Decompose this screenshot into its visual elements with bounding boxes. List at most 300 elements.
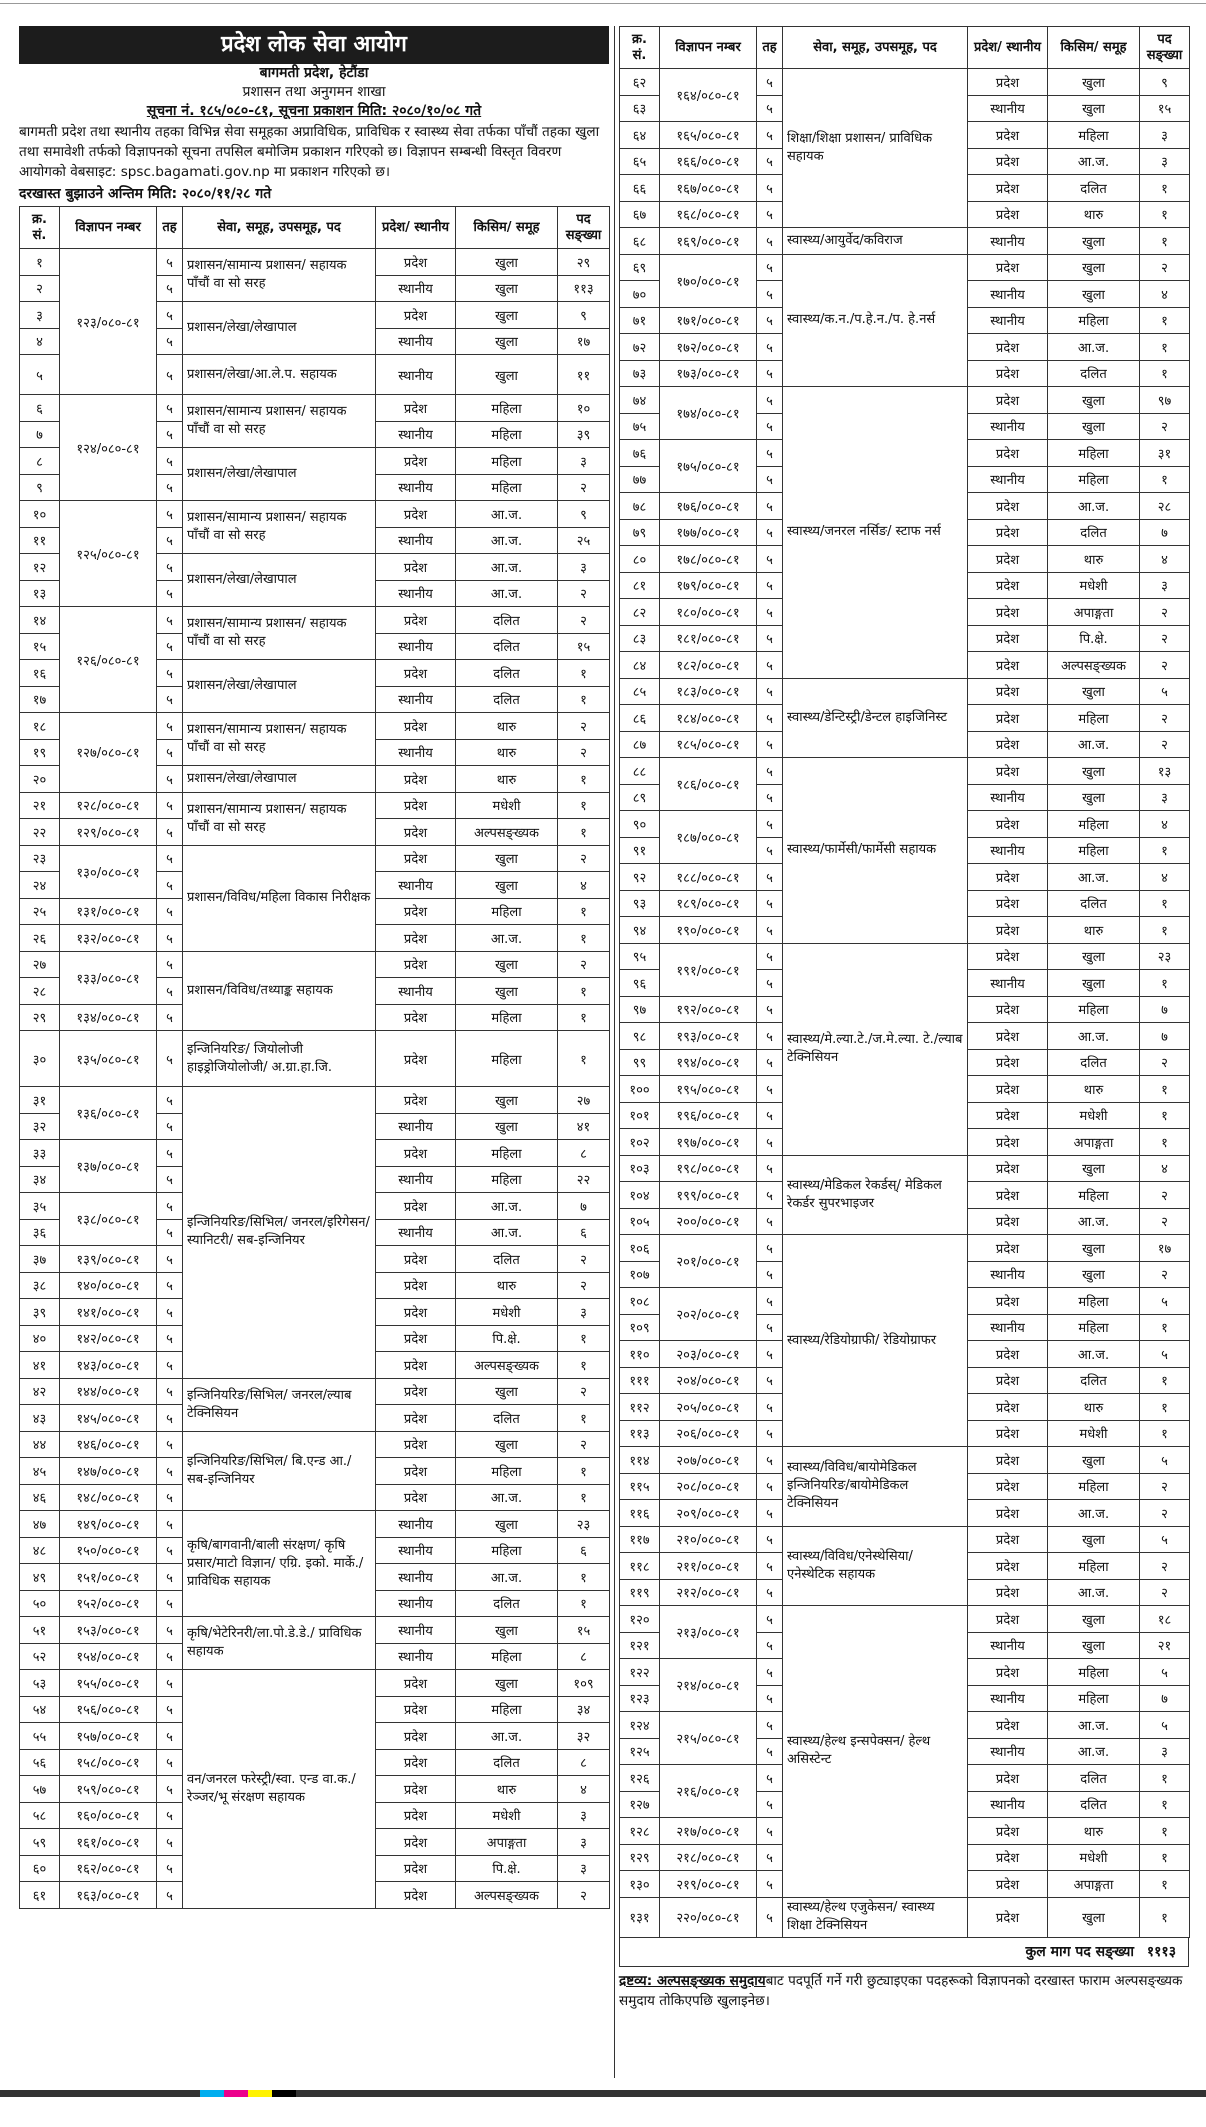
ad-number-cell: १३७/०८०-८१ xyxy=(60,1140,157,1193)
type-cell: दलित xyxy=(1048,1791,1140,1818)
ad-number-cell: १९४/०८०-८१ xyxy=(660,1049,757,1076)
posts-cell: १० xyxy=(558,395,610,422)
scope-cell: स्थानीय xyxy=(376,1590,456,1617)
serial-cell: १५ xyxy=(20,633,60,660)
service-cell: स्वास्थ्य/फार्मेसी/फार्मेसी सहायक xyxy=(783,758,968,944)
scope-cell: प्रदेश xyxy=(968,705,1048,732)
scope-cell: स्थानीय xyxy=(376,1511,456,1538)
posts-cell: १ xyxy=(558,819,610,846)
ad-number-cell: १६४/०८०-८१ xyxy=(660,69,757,122)
type-cell: खुला xyxy=(1048,254,1140,281)
type-cell: खुला xyxy=(456,1617,558,1644)
level-cell: ५ xyxy=(757,731,783,758)
scope-cell: प्रदेश xyxy=(968,1606,1048,1633)
col-header-posts: पद सङ्ख्या xyxy=(1140,27,1190,69)
level-cell: ५ xyxy=(757,360,783,387)
ad-number-cell: १६६/०८०-८१ xyxy=(660,148,757,175)
serial-cell: ५५ xyxy=(20,1723,60,1750)
footnote-prefix: द्रष्टव्य: अल्पसङ्ख्यक समुदाय xyxy=(619,1972,766,1989)
level-cell: ५ xyxy=(757,758,783,785)
type-cell: खुला xyxy=(456,1113,558,1140)
scope-cell: प्रदेश xyxy=(376,1031,456,1087)
print-swatch-black xyxy=(272,2090,296,2097)
serial-cell: ११२ xyxy=(620,1394,660,1421)
posts-cell: १ xyxy=(558,978,610,1005)
scope-cell: प्रदेश xyxy=(376,1855,456,1882)
type-cell: मधेशी xyxy=(1048,572,1140,599)
scope-cell: प्रदेश xyxy=(968,519,1048,546)
serial-cell: ९९ xyxy=(620,1049,660,1076)
type-cell: दलित xyxy=(456,1749,558,1776)
ad-number-cell: १४९/०८०-८१ xyxy=(60,1511,157,1538)
posts-cell: ४ xyxy=(558,872,610,899)
level-cell: ५ xyxy=(157,1537,183,1564)
type-cell: मधेशी xyxy=(456,792,558,819)
scope-cell: प्रदेश xyxy=(968,996,1048,1023)
ad-number-cell: २०९/०८०-८१ xyxy=(660,1500,757,1527)
type-cell: खुला xyxy=(1048,1526,1140,1553)
level-cell: ५ xyxy=(157,607,183,634)
scope-cell: प्रदेश xyxy=(376,819,456,846)
scope-cell: प्रदेश xyxy=(376,607,456,634)
scope-cell: प्रदेश xyxy=(376,1431,456,1458)
branch-name: प्रशासन तथा अनुगमन शाखा xyxy=(242,84,386,100)
level-cell: ५ xyxy=(157,1749,183,1776)
ad-number-cell: १६५/०८०-८१ xyxy=(660,122,757,149)
serial-cell: ४८ xyxy=(20,1537,60,1564)
serial-cell: १२० xyxy=(620,1606,660,1633)
scope-cell: प्रदेश xyxy=(968,254,1048,281)
scope-cell: प्रदेश xyxy=(968,1500,1048,1527)
scope-cell: प्रदेश xyxy=(968,1659,1048,1686)
posts-cell: १ xyxy=(1140,334,1190,361)
type-cell: खुला xyxy=(456,328,558,355)
posts-cell: २८ xyxy=(1140,493,1190,520)
posts-cell: २ xyxy=(1140,705,1190,732)
scope-cell: प्रदेश xyxy=(376,792,456,819)
ad-number-cell: १८८/०८०-८१ xyxy=(660,864,757,891)
type-cell: खुला xyxy=(1048,678,1140,705)
level-cell: ५ xyxy=(757,1738,783,1765)
type-cell: पि.क्षे. xyxy=(456,1855,558,1882)
col-header-adno: विज्ञापन नम्बर xyxy=(60,207,157,249)
posts-cell: २ xyxy=(1140,1553,1190,1580)
serial-cell: ५३ xyxy=(20,1670,60,1697)
ad-number-cell: १२६/०८०-८१ xyxy=(60,607,157,713)
scope-cell: स्थानीय xyxy=(376,686,456,713)
posts-cell: १ xyxy=(558,660,610,687)
level-cell: ५ xyxy=(757,440,783,467)
scope-cell: प्रदेश xyxy=(968,1049,1048,1076)
type-cell: अल्पसङ्ख्यक xyxy=(456,1882,558,1909)
serial-cell: ३२ xyxy=(20,1113,60,1140)
table-row xyxy=(20,713,610,740)
level-cell: ५ xyxy=(757,996,783,1023)
ad-number-cell: १३१/०८०-८१ xyxy=(60,898,157,925)
scope-cell: प्रदेश xyxy=(968,1712,1048,1739)
posts-cell: ४ xyxy=(1140,281,1190,308)
type-cell: दलित xyxy=(456,660,558,687)
service-cell: प्रशासन/लेखा/लेखापाल xyxy=(183,302,376,355)
scope-cell: प्रदेश xyxy=(968,1235,1048,1262)
service-cell: प्रशासन/सामान्य प्रशासन/ सहायक पाँचौं वा सो सरह xyxy=(183,249,376,302)
posts-cell: १ xyxy=(1140,1102,1190,1129)
level-cell: ५ xyxy=(757,1288,783,1315)
scope-cell: स्थानीय xyxy=(968,307,1048,334)
scope-cell: प्रदेश xyxy=(968,1765,1048,1792)
posts-cell: ७ xyxy=(1140,1685,1190,1712)
service-cell: कृषि/बागवानी/बाली संरक्षण/ कृषि प्रसार/माटो विज्ञान/ एग्रि. इको. मार्के./प्राविधिक सहायक xyxy=(183,1511,376,1617)
type-cell: खुला xyxy=(1048,413,1140,440)
type-cell: आ.ज. xyxy=(456,554,558,581)
posts-cell: ६ xyxy=(558,1219,610,1246)
scope-cell: प्रदेश xyxy=(968,1818,1048,1845)
level-cell: ५ xyxy=(757,1235,783,1262)
scope-cell: प्रदेश xyxy=(968,731,1048,758)
scope-cell: स्थानीय xyxy=(376,1166,456,1193)
serial-cell: ८९ xyxy=(620,784,660,811)
serial-cell: ६३ xyxy=(620,95,660,122)
serial-cell: १२ xyxy=(20,554,60,581)
serial-cell: ५२ xyxy=(20,1643,60,1670)
serial-cell: १४ xyxy=(20,607,60,634)
type-cell: खुला xyxy=(1048,1235,1140,1262)
service-cell: कृषि/भेटेरिनरी/ला.पो.डे.डे./ प्राविधिक सहायक xyxy=(183,1617,376,1670)
level-cell: ५ xyxy=(757,1447,783,1474)
type-cell: थारु xyxy=(1048,546,1140,573)
posts-cell: १ xyxy=(558,1484,610,1511)
posts-cell: २ xyxy=(1140,1049,1190,1076)
serial-cell: ६९ xyxy=(620,254,660,281)
service-cell: इन्जिनियरिङ/सिभिल/ बि.एन्ड आ./सब-इन्जिनियर xyxy=(183,1431,376,1511)
scope-cell: प्रदेश xyxy=(968,1897,1048,1937)
level-cell: ५ xyxy=(157,1246,183,1273)
service-cell: स्वास्थ्य/जनरल नर्सिङ/ स्टाफ नर्स xyxy=(783,387,968,679)
level-cell: ५ xyxy=(157,1643,183,1670)
level-cell: ५ xyxy=(157,249,183,276)
level-cell: ५ xyxy=(157,1590,183,1617)
posts-cell: ६ xyxy=(558,1537,610,1564)
scope-cell: प्रदेश xyxy=(968,1526,1048,1553)
posts-cell: ५ xyxy=(1140,1447,1190,1474)
scope-cell: प्रदेश xyxy=(376,1272,456,1299)
posts-cell: ३ xyxy=(558,1299,610,1326)
level-cell: ५ xyxy=(757,493,783,520)
page-title: प्रदेश लोक सेवा आयोग xyxy=(19,26,609,64)
type-cell: अल्पसङ्ख्यक xyxy=(456,819,558,846)
serial-cell: ३९ xyxy=(20,1299,60,1326)
posts-cell: ८ xyxy=(558,1140,610,1167)
table-row xyxy=(20,1087,610,1114)
level-cell: ५ xyxy=(757,1500,783,1527)
posts-cell: १ xyxy=(558,792,610,819)
level-cell: ५ xyxy=(157,1484,183,1511)
scope-cell: प्रदेश xyxy=(376,448,456,475)
posts-cell: २३ xyxy=(558,1511,610,1538)
posts-cell: ७ xyxy=(558,1193,610,1220)
serial-cell: २८ xyxy=(20,978,60,1005)
serial-cell: ९७ xyxy=(620,996,660,1023)
type-cell: आ.ज. xyxy=(1048,334,1140,361)
scope-cell: स्थानीय xyxy=(968,837,1048,864)
type-cell: खुला xyxy=(1048,1261,1140,1288)
serial-cell: २३ xyxy=(20,845,60,872)
level-cell: ५ xyxy=(157,845,183,872)
type-cell: महिला xyxy=(1048,837,1140,864)
serial-cell: २९ xyxy=(20,1004,60,1031)
posts-cell: ३ xyxy=(558,1802,610,1829)
level-cell: ५ xyxy=(757,1076,783,1103)
col-header-scope: प्रदेश/ स्थानीय xyxy=(968,27,1048,69)
level-cell: ५ xyxy=(757,1394,783,1421)
serial-cell: ८५ xyxy=(620,678,660,705)
ad-number-cell: २१८/०८०-८१ xyxy=(660,1844,757,1871)
serial-cell: ७६ xyxy=(620,440,660,467)
type-cell: आ.ज. xyxy=(1048,493,1140,520)
level-cell: ५ xyxy=(157,1802,183,1829)
serial-cell: १३ xyxy=(20,580,60,607)
posts-cell: १ xyxy=(1140,1314,1190,1341)
type-cell: महिला xyxy=(1048,307,1140,334)
scope-cell: प्रदेश xyxy=(968,599,1048,626)
posts-cell: १ xyxy=(1140,1871,1190,1898)
scope-cell: प्रदेश xyxy=(376,1776,456,1803)
ad-number-cell: १४१/०८०-८१ xyxy=(60,1299,157,1326)
serial-cell: ९३ xyxy=(620,890,660,917)
type-cell: महिला xyxy=(456,898,558,925)
type-cell: दलित xyxy=(456,1590,558,1617)
type-cell: थारु xyxy=(1048,1394,1140,1421)
posts-cell: ७ xyxy=(1140,996,1190,1023)
ad-number-cell: १९८/०८०-८१ xyxy=(660,1155,757,1182)
table-row xyxy=(620,1235,1190,1262)
service-cell: स्वास्थ्य/विविध/एनेस्थेसिया/ एनेस्थेटिक सहायक xyxy=(783,1526,968,1606)
type-cell: खुला xyxy=(456,302,558,329)
ad-number-cell: १५४/०८०-८१ xyxy=(60,1643,157,1670)
table-row xyxy=(620,69,1190,96)
table-row xyxy=(20,501,610,528)
level-cell: ५ xyxy=(157,792,183,819)
level-cell: ५ xyxy=(757,466,783,493)
serial-cell: १०३ xyxy=(620,1155,660,1182)
serial-cell: ५९ xyxy=(20,1829,60,1856)
ad-number-cell: १५३/०८०-८१ xyxy=(60,1617,157,1644)
level-cell: ५ xyxy=(757,1632,783,1659)
level-cell: ५ xyxy=(757,1049,783,1076)
posts-cell: १ xyxy=(1140,1897,1190,1937)
ad-number-cell: १७८/०८०-८१ xyxy=(660,546,757,573)
scope-cell: स्थानीय xyxy=(376,1617,456,1644)
scope-cell: प्रदेश xyxy=(376,1405,456,1432)
posts-cell: २१ xyxy=(1140,1632,1190,1659)
serial-cell: ७ xyxy=(20,421,60,448)
total-label: कुल माग पद सङ्ख्या xyxy=(1025,1943,1134,1960)
ad-number-cell: १६३/०८०-८१ xyxy=(60,1882,157,1909)
posts-cell: १ xyxy=(1140,890,1190,917)
type-cell: दलित xyxy=(1048,890,1140,917)
level-cell: ५ xyxy=(757,890,783,917)
type-cell: महिला xyxy=(1048,1659,1140,1686)
scope-cell: प्रदेश xyxy=(968,625,1048,652)
serial-cell: ८३ xyxy=(620,625,660,652)
level-cell: ५ xyxy=(157,1431,183,1458)
ad-number-cell: १३२/०८०-८१ xyxy=(60,925,157,952)
type-cell: महिला xyxy=(456,1166,558,1193)
scope-cell: स्थानीय xyxy=(968,281,1048,308)
posts-cell: १ xyxy=(558,1352,610,1379)
posts-cell: ९७ xyxy=(1140,387,1190,414)
scope-cell: प्रदेश xyxy=(968,387,1048,414)
level-cell: ५ xyxy=(757,1314,783,1341)
type-cell: खुला xyxy=(1048,758,1140,785)
level-cell: ५ xyxy=(157,1696,183,1723)
level-cell: ५ xyxy=(157,686,183,713)
ad-number-cell: १५८/०८०-८१ xyxy=(60,1749,157,1776)
type-cell: खुला xyxy=(456,1511,558,1538)
serial-cell: १०० xyxy=(620,1076,660,1103)
ad-number-cell: १३६/०८०-८१ xyxy=(60,1087,157,1140)
level-cell: ५ xyxy=(157,1166,183,1193)
posts-cell: ३ xyxy=(1140,148,1190,175)
scope-cell: प्रदेश xyxy=(376,1484,456,1511)
scope-cell: स्थानीय xyxy=(376,978,456,1005)
level-cell: ५ xyxy=(757,1553,783,1580)
table-row xyxy=(20,1378,610,1405)
ad-number-cell: २१४/०८०-८१ xyxy=(660,1659,757,1712)
type-cell: दलित xyxy=(456,1246,558,1273)
scope-cell: स्थानीय xyxy=(376,580,456,607)
type-cell: दलित xyxy=(456,686,558,713)
province-subtitle: बागमती प्रदेश, हेटौंडा xyxy=(259,65,369,81)
type-cell: महिला xyxy=(456,1696,558,1723)
scope-cell: स्थानीय xyxy=(376,527,456,554)
posts-cell: २ xyxy=(558,951,610,978)
type-cell: आ.ज. xyxy=(1048,1738,1140,1765)
serial-cell: १३० xyxy=(620,1871,660,1898)
ad-number-cell: १७१/०८०-८१ xyxy=(660,307,757,334)
scope-cell: प्रदेश xyxy=(968,69,1048,96)
type-cell: आ.ज. xyxy=(1048,864,1140,891)
posts-cell: २ xyxy=(558,1246,610,1273)
scope-cell: प्रदेश xyxy=(376,1352,456,1379)
serial-cell: ११० xyxy=(620,1341,660,1368)
col-header-sn: क्र. सं. xyxy=(620,27,660,69)
ad-number-cell: १६०/०८०-८१ xyxy=(60,1802,157,1829)
level-cell: ५ xyxy=(757,1579,783,1606)
serial-cell: ६२ xyxy=(620,69,660,96)
type-cell: महिला xyxy=(456,395,558,422)
ad-number-cell: १८३/०८०-८१ xyxy=(660,678,757,705)
posts-cell: १ xyxy=(558,898,610,925)
scope-cell: स्थानीय xyxy=(968,1791,1048,1818)
scope-cell: प्रदेश xyxy=(376,845,456,872)
posts-cell: १ xyxy=(1140,837,1190,864)
ad-number-cell: १५१/०८०-८१ xyxy=(60,1564,157,1591)
scope-cell: स्थानीय xyxy=(376,355,456,395)
service-cell: इन्जिनियरिङ/सिभिल/ जनरल/ल्याब टेक्निसियन xyxy=(183,1378,376,1431)
scope-cell: प्रदेश xyxy=(968,1155,1048,1182)
scope-cell: प्रदेश xyxy=(968,1447,1048,1474)
level-cell: ५ xyxy=(757,334,783,361)
type-cell: खुला xyxy=(1048,281,1140,308)
level-cell: ५ xyxy=(157,1004,183,1031)
serial-cell: ४५ xyxy=(20,1458,60,1485)
ad-number-cell: १९३/०८०-८१ xyxy=(660,1023,757,1050)
service-cell: प्रशासन/लेखा/लेखापाल xyxy=(183,448,376,501)
ad-number-cell: १७५/०८०-८१ xyxy=(660,440,757,493)
type-cell: खुला xyxy=(456,978,558,1005)
ad-number-cell: १६१/०८०-८१ xyxy=(60,1829,157,1856)
serial-cell: २० xyxy=(20,766,60,793)
ad-number-cell: १५०/०८०-८१ xyxy=(60,1537,157,1564)
col-header-adno: विज्ञापन नम्बर xyxy=(660,27,757,69)
serial-cell: ८१ xyxy=(620,572,660,599)
scope-cell: प्रदेश xyxy=(968,943,1048,970)
scope-cell: प्रदेश xyxy=(376,1193,456,1220)
posts-cell: ९ xyxy=(558,501,610,528)
level-cell: ५ xyxy=(757,148,783,175)
posts-cell: ११३ xyxy=(558,275,610,302)
type-cell: महिला xyxy=(1048,705,1140,732)
type-cell: खुला xyxy=(456,845,558,872)
ad-number-cell: १७२/०८०-८१ xyxy=(660,334,757,361)
posts-cell: २ xyxy=(1140,1473,1190,1500)
serial-cell: १२१ xyxy=(620,1632,660,1659)
level-cell: ५ xyxy=(757,943,783,970)
serial-cell: ६८ xyxy=(620,228,660,255)
type-cell: महिला xyxy=(1048,1288,1140,1315)
ad-number-cell: १८४/०८०-८१ xyxy=(660,705,757,732)
scope-cell: स्थानीय xyxy=(376,1113,456,1140)
table-header-row xyxy=(620,27,1190,69)
scope-cell: स्थानीय xyxy=(376,1643,456,1670)
type-cell: महिला xyxy=(456,421,558,448)
scope-cell: प्रदेश xyxy=(968,1102,1048,1129)
posts-cell: ४ xyxy=(1140,546,1190,573)
ad-number-cell: १४३/०८०-८१ xyxy=(60,1352,157,1379)
service-cell: स्वास्थ्य/डेन्टिस्ट्री/डेन्टल हाइजिनिस्ट xyxy=(783,678,968,758)
scope-cell: स्थानीय xyxy=(968,784,1048,811)
serial-cell: १७ xyxy=(20,686,60,713)
left-vacancy-table xyxy=(19,206,610,1909)
type-cell: अल्पसङ्ख्यक xyxy=(456,1352,558,1379)
level-cell: ५ xyxy=(157,1378,183,1405)
table-row xyxy=(20,1670,610,1697)
posts-cell: १ xyxy=(558,1325,610,1352)
serial-cell: ७५ xyxy=(620,413,660,440)
level-cell: ५ xyxy=(757,1473,783,1500)
posts-cell: ४१ xyxy=(558,1113,610,1140)
level-cell: ५ xyxy=(157,554,183,581)
serial-cell: ४० xyxy=(20,1325,60,1352)
serial-cell: ९८ xyxy=(620,1023,660,1050)
serial-cell: १० xyxy=(20,501,60,528)
level-cell: ५ xyxy=(757,387,783,414)
scope-cell: प्रदेश xyxy=(376,898,456,925)
type-cell: आ.ज. xyxy=(456,1564,558,1591)
posts-cell: १ xyxy=(1140,466,1190,493)
posts-cell: ३ xyxy=(558,554,610,581)
posts-cell: १ xyxy=(558,1590,610,1617)
type-cell: खुला xyxy=(456,249,558,276)
serial-cell: ६६ xyxy=(620,175,660,202)
type-cell: आ.ज. xyxy=(456,1219,558,1246)
service-cell: प्रशासन/लेखा/लेखापाल xyxy=(183,554,376,607)
right-column xyxy=(619,26,1189,2011)
level-cell: ५ xyxy=(157,474,183,501)
serial-cell: १२४ xyxy=(620,1712,660,1739)
level-cell: ५ xyxy=(757,1341,783,1368)
